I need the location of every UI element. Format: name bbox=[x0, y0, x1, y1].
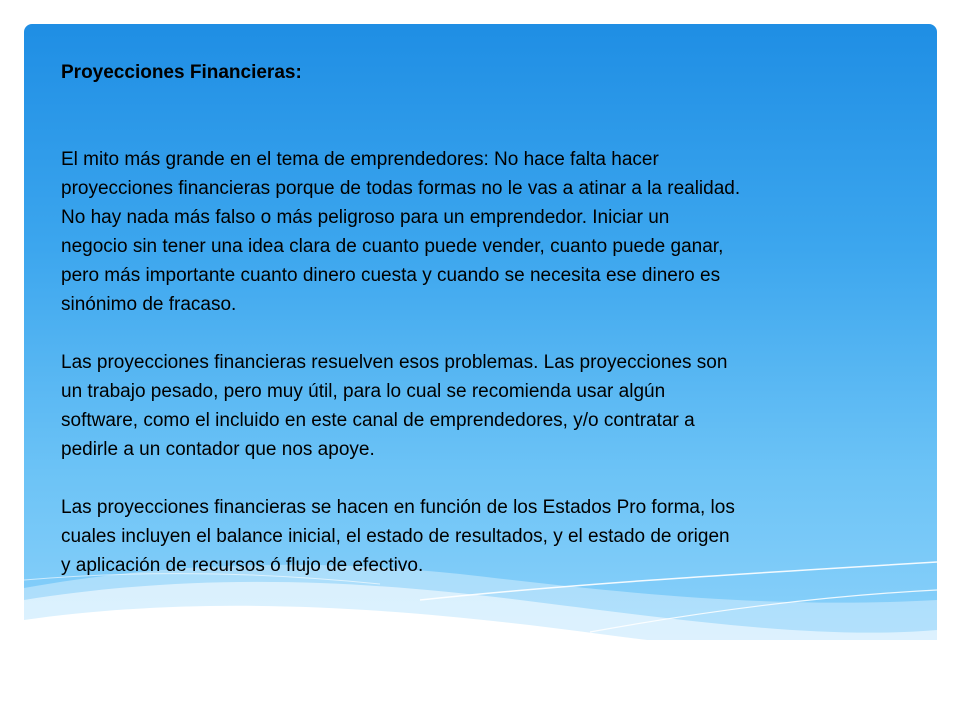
paragraph-line: negocio sin tener una idea clara de cuanto puede vender, cuanto puede ganar, bbox=[61, 236, 724, 257]
paragraph-line: pedirle a un contador que nos apoye. bbox=[61, 439, 375, 460]
paragraph-line: No hay nada más falso o más peligroso para un emprendedor. Iniciar un bbox=[61, 207, 670, 228]
paragraph-line: pero más importante cuanto dinero cuesta y cuando se necesita ese dinero es bbox=[61, 265, 721, 286]
paragraph-3 bbox=[61, 493, 921, 580]
paragraph-line: cuales incluyen el balance inicial, el estado de resultados, y el estado de origen bbox=[61, 526, 730, 547]
slide-title: Proyecciones Financieras: bbox=[61, 62, 302, 83]
slide-content bbox=[61, 58, 921, 580]
paragraph-line: software, como el incluido en este canal de emprendedores, y/o contratar a bbox=[61, 410, 695, 431]
paragraph-2 bbox=[61, 348, 921, 464]
paragraph-line: y aplicación de recursos ó flujo de efectivo. bbox=[61, 555, 424, 576]
paragraph-line: un trabajo pesado, pero muy útil, para lo cual se recomienda usar algún bbox=[61, 381, 666, 402]
paragraph-line: Las proyecciones financieras se hacen en función de los Estados Pro forma, los bbox=[61, 497, 735, 518]
paragraph-line: El mito más grande en el tema de emprendedores: No hace falta hacer bbox=[61, 149, 659, 170]
paragraph-line: Las proyecciones financieras resuelven esos problemas. Las proyecciones son bbox=[61, 352, 728, 373]
paragraph-line: proyecciones financieras porque de todas formas no le vas a atinar a la realidad. bbox=[61, 178, 741, 199]
paragraph-1 bbox=[61, 145, 921, 319]
paragraph-line: sinónimo de fracaso. bbox=[61, 294, 237, 315]
